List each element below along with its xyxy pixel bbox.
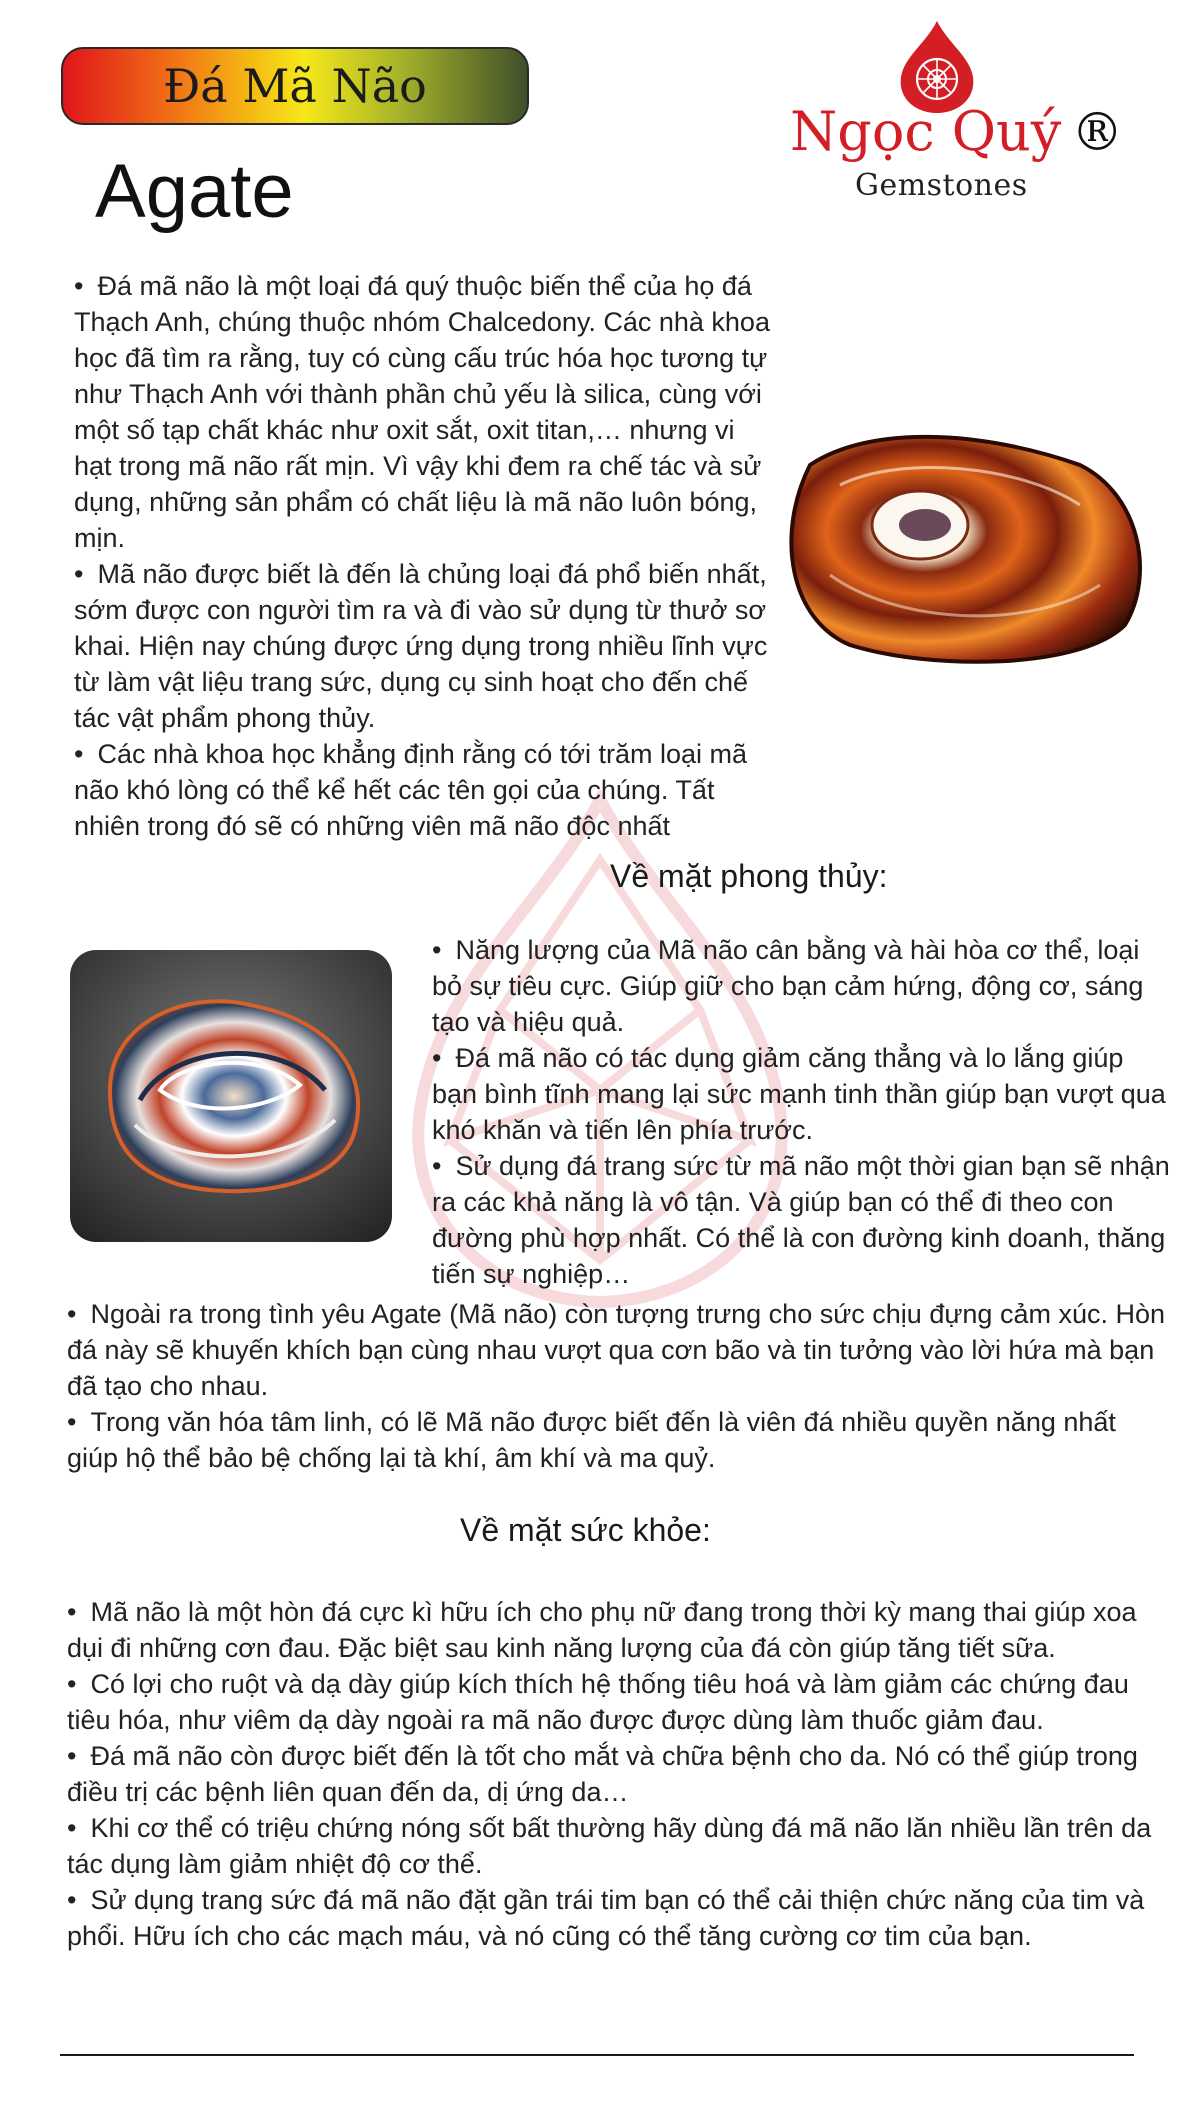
list-item	[67, 1296, 1167, 1404]
bullet-icon: •	[67, 1813, 77, 1843]
agate-banded-graphic	[70, 950, 392, 1242]
list-item	[67, 1666, 1167, 1738]
list-item	[74, 556, 774, 736]
title-badge	[61, 47, 529, 125]
logo-name-text: Ngọc Quý	[790, 100, 1062, 163]
list-item-text: Có lợi cho ruột và dạ dày giúp kích thích hệ thống tiêu hoá và làm giảm các chứng đau tiêu hóa, như viêm dạ dày ngoài ra mã não được được dùng làm thuốc giảm đau.	[67, 1669, 1129, 1735]
health-heading: Về mặt sức khỏe:	[460, 1512, 711, 1548]
bullet-icon: •	[67, 1407, 77, 1437]
list-item	[74, 268, 774, 556]
list-item	[67, 1882, 1167, 1954]
list-item-text: Khi cơ thể có triệu chứng nóng sốt bất thường hãy dùng đá mã não lăn nhiều lần trên da tác dụng làm giảm nhiệt độ cơ thể.	[67, 1813, 1152, 1879]
intro-text: Các nhà khoa học khẳng định rằng có tới trăm loại mã não khó lòng có thể kể hết các tên gọi của chúng. Tất nhiên trong đó sẽ có những viên mã não độc nhất	[74, 739, 748, 841]
bullet-icon: •	[74, 271, 84, 301]
intro-text: Mã não được biết là đến là chủng loại đá phổ biến nhất, sớm được con người tìm ra và đi vào sử dụng từ thưở sơ khai. Hiện nay chúng được ứng dụng trong nhiều lĩnh vực từ làm vật liệu trang sức, dụng cụ sinh hoạt cho đến chế tác vật phẩm phong thủy.	[74, 559, 768, 733]
intro-section	[74, 268, 774, 844]
list-item-text: Mã não là một hòn đá cực kì hữu ích cho phụ nữ đang trong thời kỳ mang thai giúp xoa dụi đi những cơn đau. Đặc biệt sau kinh năng lượng của đá còn giúp tăng tiết sữa.	[67, 1597, 1137, 1663]
bullet-icon: •	[432, 1151, 442, 1181]
list-item	[432, 932, 1172, 1040]
list-item	[432, 1148, 1172, 1292]
logo-brand-name	[790, 100, 1140, 163]
bullet-icon: •	[74, 739, 84, 769]
page-subtitle: Agate	[95, 149, 294, 234]
health-list	[67, 1594, 1167, 1954]
bottom-divider	[60, 2054, 1134, 2056]
bullet-icon: •	[74, 559, 84, 589]
registered-mark: ®	[1071, 103, 1124, 163]
list-item-text: Đá mã não còn được biết đến là tốt cho mắt và chữa bệnh cho da. Nó có thể giúp trong điều trị các bệnh liên quan đến da, dị ứng da…	[67, 1741, 1138, 1807]
bullet-icon: •	[67, 1885, 77, 1915]
bullet-icon: •	[432, 1043, 442, 1073]
feng-shui-side-list	[432, 932, 1172, 1292]
list-item-text: Trong văn hóa tâm linh, có lẽ Mã não được biết đến là viên đá nhiều quyền năng nhất giúp hộ thể bảo bệ chống lại tà khí, âm khí và ma quỷ.	[67, 1407, 1116, 1473]
agate-slice-image	[780, 425, 1152, 670]
list-item	[67, 1404, 1167, 1476]
list-item	[67, 1738, 1167, 1810]
list-item-text: Ngoài ra trong tình yêu Agate (Mã não) còn tượng trưng cho sức chịu đựng cảm xúc. Hòn đá này sẽ khuyến khích bạn cùng nhau vượt qua cơn bão và tin tưởng vào lời hứa mà bạn đã tạo cho nhau.	[67, 1299, 1166, 1401]
list-item-text: Đá mã não có tác dụng giảm căng thẳng và lo lắng giúp bạn bình tĩnh mang lại sức mạnh tinh thần giúp bạn vượt qua khó khăn và tiến lên phía trước.	[432, 1043, 1166, 1145]
list-item	[432, 1040, 1172, 1148]
list-item	[67, 1810, 1167, 1882]
list-item-text: Năng lượng của Mã não cân bằng và hài hòa cơ thể, loại bỏ sự tiêu cực. Giúp giữ cho bạn cảm hứng, động cơ, sáng tạo và hiệu quả.	[432, 935, 1144, 1037]
logo-tagline: Gemstones	[855, 168, 1028, 203]
agate-banded-image	[70, 950, 392, 1242]
bullet-icon: •	[432, 935, 442, 965]
list-item-text: Sử dụng đá trang sức từ mã não một thời gian bạn sẽ nhận ra các khả năng là vô tận. Và giúp bạn có thể đi theo con đường phù hợp nhất. Có thể là con đường kinh doanh, thăng tiến sự nghiệp…	[432, 1151, 1170, 1289]
list-item-text: Sử dụng trang sức đá mã não đặt gần trái tim bạn có thể cải thiện chức năng của tim và phổi. Hữu ích cho các mạch máu, và nó cũng có thể tăng cường cơ tim của bạn.	[67, 1885, 1145, 1951]
feng-shui-heading: Về mặt phong thủy:	[610, 858, 888, 894]
bullet-icon: •	[67, 1597, 77, 1627]
feng-shui-full-list	[67, 1296, 1167, 1476]
list-item	[67, 1594, 1167, 1666]
bullet-icon: •	[67, 1741, 77, 1771]
title-badge-text: Đá Mã Não	[163, 59, 427, 113]
bullet-icon: •	[67, 1669, 77, 1699]
list-item	[74, 736, 774, 844]
bullet-icon: •	[67, 1299, 77, 1329]
intro-text: Đá mã não là một loại đá quý thuộc biến thể của họ đá Thạch Anh, chúng thuộc nhóm Chalcedony. Các nhà khoa học đã tìm ra rằng, tuy có cùng cấu trúc hóa học tương tự như Thạch Anh với thành phần chủ yếu là silica, cùng với một số tạp chất khác như oxit sắt, oxit titan,… nhưng vi hạt trong mã não rất mịn. Vì vậy khi đem ra chế tác và sử dụng, những sản phẩm có chất liệu là mã não luôn bóng, mịn.	[74, 271, 770, 553]
